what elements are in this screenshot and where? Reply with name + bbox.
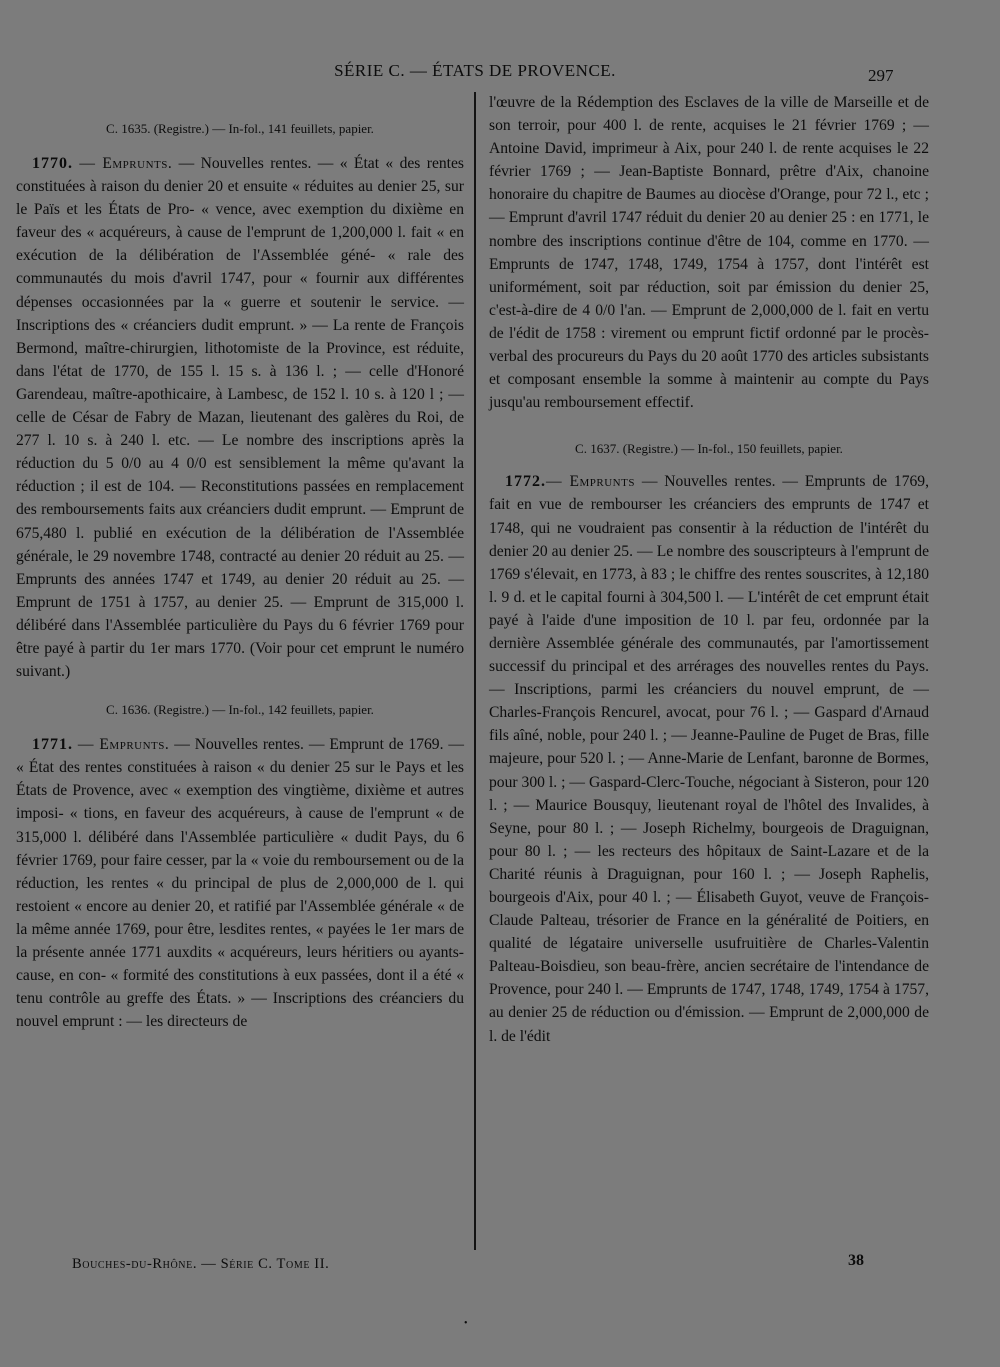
archive-reference: C. 1636. (Registre.) — In-fol., 142 feuillets, papier. [106,702,374,718]
column-divider [474,92,476,1250]
entry-heading: — Emprunts. [77,736,170,754]
entry-body: — Nouvelles rentes. — Emprunt de 1769. — « État des rentes constituées à raison « du denier 25 sur le Pays et les États de Provence, avec « exemption des vingtième, dixième et autres imposi- « tions, en faveur des acquéreurs, à cause de l'emprunt « de 315,000 l. délibéré dans l'Assemblée particulière « dudit Pays, du 6 février 1769, pour faire cesser, par la « voie du remboursement ou de la réduction, les rentes « du principal de plus de 2,000,000 de l. qui restoient « encore au denier 20, et ratifié par l'Assemblée générale « de la même année 1769, pour être, lesdites rentes, « payées le 1er mars de la présente année 1771 auxdits « acquéreurs, leurs héritiers ou ayants-cause, en con- « formité des constitutions à eux passées, dont il a été « tenu contrôle au greffe des États. » — Inscriptions des créanciers du nouvel emprunt : — les directeurs de [16,736,464,1031]
entry-body: — Nouvelles rentes. — Emprunts de 1769, fait en vue de rembourser les créanciers des emprunts de 1747 et 1748, qui ne voudraient pas consentir à la réduction de l'intérêt du denier 20 au denier 25. — Le nombre des souscripteurs à l'emprunt de 1769 s'élevait, en 1773, à 83 ; le chiffre des rentes souscrites, à 12,180 l. 9 d. et le capital fourni à 304,500 l. — L'intérêt de cet emprunt était payé à l'aide d'une imposition de 10 l. par feu, ordonnée par la dernière Assemblée générale des communautés, par l'amortissement successif du principal et des arrérages des nouvelles rentes du Pays. — Inscriptions, parmi les créanciers du nouvel emprunt, de — Charles-François Rencurel, avocat, pour 76 l. ; — Gaspard d'Arnaud fils aîné, noble, pour 240 l. ; — Jeanne-Pauline de Puget de Bras, fille majeure, pour 520 l. ; — Anne-Marie de Lenfant, baronne de Bormes, pour 300 l. ; — Gaspard-Clerc-Touche, négociant à Sisteron, pour 120 l. ; — Maurice Bousquy, lieutenant royal de l'hôtel des Invalides, à Seyne, pour 80 l. ; — Joseph Richelmy, bourgeois de Draguignan, pour 80 l. ; — les recteurs des hôpitaux de Saint-Lazare et de la Charité réunis à Draguignan, pour 160 l. ; — Joseph Raphelis, bourgeois d'Aix, pour 40 l. ; — Élisabeth Guyot, veuve de François-Claude Palteau, trésorier de France en la généralité de Poitiers, en qualité de légataire universelle usufruitière de Charles-Valentin Palteau-Boisdieu, son beau-frère, ancien secrétaire de l'intendance de Provence, pour 240 l. — Emprunts de 1747, 1748, 1749, 1754 à 1757, au denier 25 de réduction ou d'émission. — Emprunt de 2,000,000 de l. de l'édit [489,473,929,1045]
entry-1770 [16,152,464,683]
entry-1772 [489,470,929,1047]
archive-reference: C. 1635. (Registre.) — In-fol., 141 feuillets, papier. [106,121,374,136]
left-column [16,120,464,1033]
archive-reference: C. 1637. (Registre.) — In-fol., 150 feuillets, papier. [575,441,843,457]
footer-series: Bouches-du-Rhône. — Série C. Tome II. [72,1256,330,1272]
entry-heading: — Emprunts [546,473,635,491]
entry-year: 1770. [32,155,73,172]
entry-continuation: l'œuvre de la Rédemption des Esclaves de la ville de Marseille et de son terroir, pour 400 l. de rente, acquises le 21 février 1769 ; — Antoine David, imprimeur à Aix, pour 240 l. de rente acquises le 22 février 1769 ; — Jean-Baptiste Bonnard, prêtre d'Aix, chanoine honoraire du chapitre de Baumes au diocèse d'Orange, pour 72 l., etc ; — Emprunt d'avril 1747 réduit du denier 20 au denier 25 : en 1771, le nombre des inscriptions continue d'être de 104, comme en 1770. — Emprunts de 1747, 1748, 1749, 1754 à 1757, dont l'intérêt est uniformément, soit par réduction, soit par émission du denier 25, c'est-à-dire de 4 0/0 l'an. — Emprunt de 2,000,000 de l. fait en vertu de l'édit de 1758 : virement ou emprunt fictif ordonné par le procès-verbal des procureurs du Pays du 20 août 1770 des articles subsistants et composant ensemble la somme à maintenir au compte du Pays jusqu'au remboursement effectif. [489,94,929,412]
signature-mark: 38 [848,1252,864,1269]
entry-1771 [16,733,464,1033]
entry-heading: — Emprunts. [79,155,173,172]
page-number: 297 [868,66,894,85]
entry-year: 1771. [32,736,73,754]
entry-year: 1772. [505,473,546,491]
entry-body: — Nouvelles rentes. — « État « des rentes constituées à raison du denier 20 et ensuite « réduites au denier 25, sur le Païs et les États de Pro- « vence, avec exemption du dixième en faveur des « acquéreurs, à cause de l'emprunt de 1,200,000 l. fait « en exécution de la délibération de l'Assemblée géné- « rale des communautés du mois d'avril 1747, pour « fournir aux différentes dépenses occasionnées par la « guerre et soutenir le service. — Inscriptions des « créanciers dudit emprunt. » — La rente de François Bermond, maître-chirurgien, lithotomiste de la Province, est réduite, dans l'état de 1770, de 155 l. 15 s. à 136 l. ; — celle d'Honoré Garendeau, maître-apothicaire, à Lambesc, de 152 l. 10 s. à 120 l ; — celle de César de Fabry de Mazan, lieutenant des galères du Roi, de 277 l. 10 s. à 240 l. etc. — Le nombre des inscriptions après la réduction du 5 0/0 au 4 0/0 est sensiblement la même qu'avant la réduction ; il est de 104. — Reconstitutions passées en remplacement des remboursements faits aux créanciers dudit emprunt. — Emprunt de 675,480 l. publié en exécution de la délibération de l'Assemblée générale, le 29 novembre 1748, contracté au denier 20 réduit au 25. — Emprunts des années 1747 et 1749, au denier 20 réduit au 25. — Emprunt de 1751 à 1757, au denier 25. — Emprunt de 315,000 l. délibéré dans l'Assemblée particulière du Pays du 6 février 1769 pour être payé à partir du 1er mars 1770. (Voir pour cet emprunt le numéro suivant.) [16,155,464,681]
right-column [489,91,929,1048]
bottom-mark: • [464,1318,468,1329]
running-title: SÉRIE C. — ÉTATS DE PROVENCE. [334,61,616,80]
